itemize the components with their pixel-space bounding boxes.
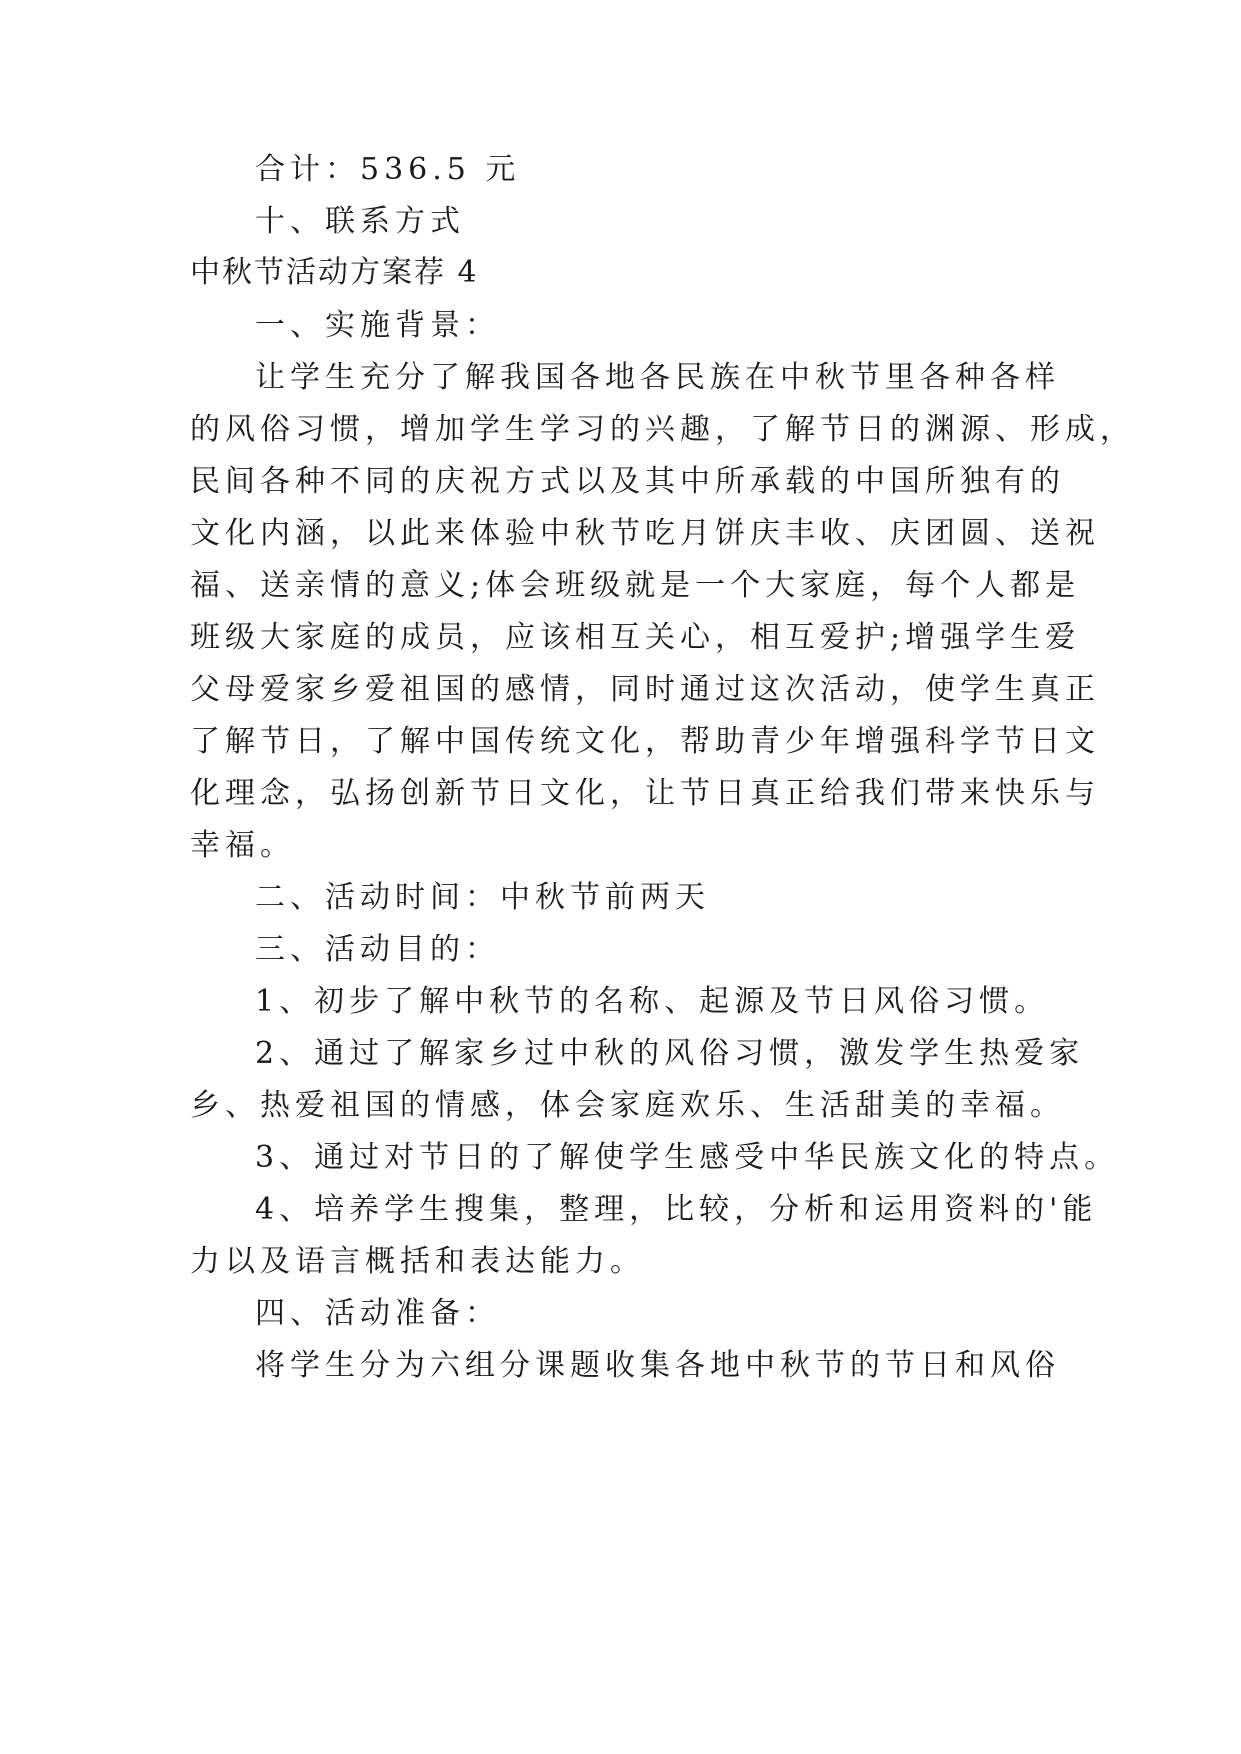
paragraph-line: 了解节日，了解中国传统文化，帮助青少年增强科学节日文 (190, 724, 1100, 759)
paragraph-line: 让学生充分了解我国各地各民族在中秋节里各种各样 (255, 360, 1060, 395)
paragraph-line: 文化内涵，以此来体验中秋节吃月饼庆丰收、庆团圆、送祝 (190, 516, 1100, 551)
paragraph-line: 班级大家庭的成员，应该相互关心，相互爱护;增强学生爱 (190, 620, 1081, 655)
list-item-continuation: 力以及语言概括和表达能力。 (190, 1244, 645, 1279)
list-item: 4、培养学生搜集，整理，比较，分析和运用资料的'能 (255, 1192, 1098, 1227)
paragraph-line: 福、送亲情的意义;体会班级就是一个大家庭，每个人都是 (190, 568, 1081, 603)
paragraph-line: 化理念，弘扬创新节日文化，让节日真正给我们带来快乐与 (190, 776, 1100, 811)
list-item: 3、通过对节日的了解使学生感受中华民族文化的特点。 (255, 1140, 1120, 1175)
paragraph-line: 民间各种不同的庆祝方式以及其中所承载的中国所独有的 (190, 464, 1065, 499)
section-background-heading: 一、实施背景： (255, 308, 500, 343)
list-item-continuation: 乡、热爱祖国的情感，体会家庭欢乐、生活甜美的幸福。 (190, 1088, 1065, 1123)
paragraph-line: 将学生分为六组分课题收集各地中秋节的节日和风俗 (255, 1348, 1060, 1383)
paragraph-line: 的风俗习惯，增加学生学习的兴趣，了解节日的渊源、形成， (190, 412, 1135, 447)
section-purpose-heading: 三、活动目的： (255, 932, 500, 967)
section-time-line: 二、活动时间：中秋节前两天 (255, 880, 710, 915)
list-item: 1、初步了解中秋节的名称、起源及节日风俗习惯。 (255, 984, 1050, 1019)
plan-title: 中秋节活动方案荐 4 (190, 255, 479, 290)
paragraph-line: 幸福。 (190, 828, 295, 863)
paragraph-line: 父母爱家乡爱祖国的感情，同时通过这次活动，使学生真正 (190, 672, 1100, 707)
list-item: 2、通过了解家乡过中秋的风俗习惯，激发学生热爱家 (255, 1036, 1085, 1071)
section-preparation-heading: 四、活动准备： (255, 1296, 500, 1331)
total-cost-line: 合计：536.5 元 (255, 152, 521, 187)
section-contact-heading: 十、联系方式 (255, 204, 465, 239)
